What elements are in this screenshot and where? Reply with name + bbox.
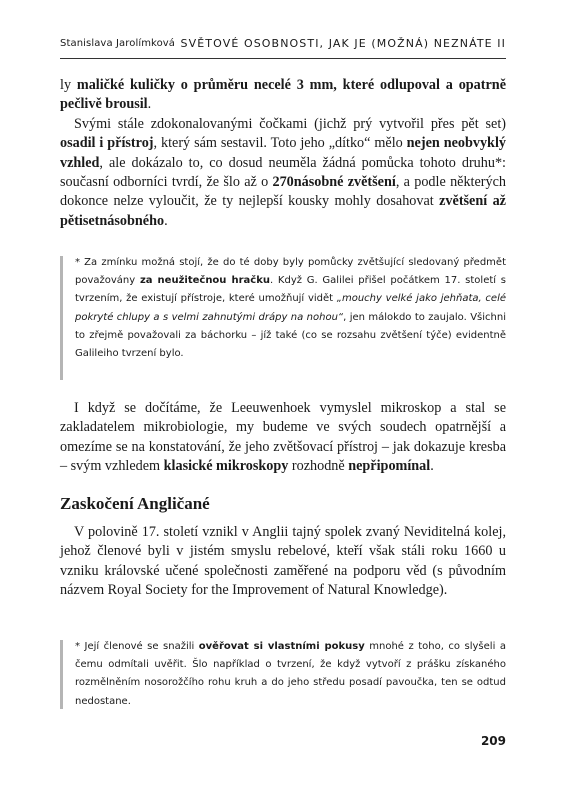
body-text-bottom	[60, 523, 506, 601]
footnote-text: * Za zmínku možná stojí, že do té doby byly pomůcky zvětšující sledovaný předmět považovány za neužitečnou hračku. Když G. Galilei přišel počátkem 17. století s tvrzením, že existují přístroje, které umožňují vidět „mouchy velké jako jehňata, celé pokryté chlupy a s velmi zahnutými drápy na nohou“, jen málokdo to zaujalo. Všichni to zřejmě považovali za báchorku – jíž také (co se rozsahu zvětšení týče) evidentně Galileiho tvrzení bylo.	[75, 257, 507, 360]
paragraph-magnification: Svými stále zdokonalovanými čočkami (jichž prý vytvořil přes pět set) osadil i přístroj, který sám sestavil. Toto jeho „dítko“ mělo nejen neobvyklý vzhled, ale dokázalo to, co dosud neuměla žádná pomůcka tohoto druhu*: současní odborníci tvrdí, že šlo až o 270násobné zvětšení, a podle některých dokonce nelze vyloučit, že ty nejlepší kousky mohly dosahovat zvětšení až pětisetnásobného.	[60, 115, 506, 229]
header-author: Stanislava Jarolímková	[60, 38, 176, 49]
paragraph-lenses: ly maličké kuličky o průměru necelé 3 mm, které odlupoval a opatrně pečlivě brousil.	[60, 77, 506, 113]
footnote-text: * Její členové se snažili ověřovat si vlastními pokusy mnohé z toho, co slyšeli a čemu odmítali uvěřit. Šlo například o tvrzení, že když vytvoří z prášku získaného rozmělněním nosorožčího rohu kruh a do jeho středu posadí pavoučka, ten se odtud nedostane.	[75, 641, 506, 707]
emphasis: klasické mikroskopy	[163, 458, 289, 475]
paragraph-microscope: I když se dočítáme, že Leeuwenhoek vymyslel mikroskop a stal se zakladatelem mikrobiologie, my budeme ve svých soudech opatrnější a omezíme se na konstatování, že jeho zvětšovací přístroj – jak dokazuje kresba – svým vzhledem klasické mikroskopy rozhodně nepřipomínal.	[60, 400, 506, 475]
paragraph-invisible-college: V polovině 17. století vznikl v Anglii tajný spolek zvaný Neviditelná kolej, jehož členové byli v jistém smyslu rebelové, kteří však stáli roku 1660 u vzniku královské učené společnosti zaměřené na podporu věd (s původním názvem Royal Society for the Improvement of Natural Knowledge).	[60, 524, 506, 599]
section-heading: Zaskočení Angličané	[60, 494, 210, 513]
body-text-top	[60, 76, 506, 231]
header-book-title: SVĚTOVÉ OSOBNOSTI, JAK JE (MOŽNÁ) NEZNÁTE II	[180, 37, 506, 50]
emphasis: zvětšení až pětisetnásobného	[60, 193, 506, 229]
header-rule	[60, 58, 506, 59]
footnote-galilei	[60, 254, 506, 363]
body-text-middle	[60, 399, 506, 477]
emphasis: osadil i přístroj	[60, 135, 154, 152]
emphasis: nepřipomínal	[348, 458, 431, 475]
page-number: 209	[480, 734, 506, 748]
note-side-bar	[60, 640, 63, 709]
emphasis: maličké kuličky o průměru necelé 3 mm, které odlupoval a opatrně pečlivě brousil	[60, 77, 506, 113]
footnote-members	[60, 638, 506, 711]
note-side-bar	[60, 256, 63, 380]
emphasis: 270násobné zvětšení	[272, 174, 396, 191]
emphasis: nejen neobvyklý vzhled	[60, 135, 506, 171]
